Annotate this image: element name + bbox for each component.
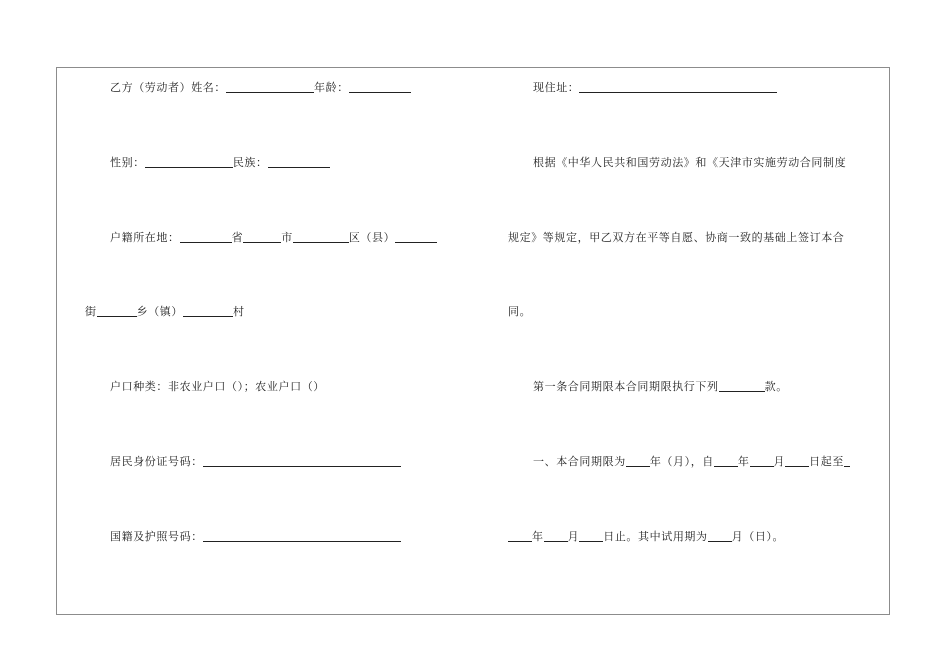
passport-line <box>110 530 401 544</box>
gender-blank[interactable] <box>145 156 233 168</box>
article-1-blank[interactable] <box>719 380 765 392</box>
passport-label: 国籍及护照号码： <box>110 530 203 543</box>
basis-line-1 <box>533 156 846 170</box>
contract-end-line <box>508 530 784 544</box>
ethnicity-label: 民族： <box>232 156 268 169</box>
start-month-blank[interactable] <box>750 455 774 467</box>
start-year-blank[interactable] <box>714 455 738 467</box>
basis-text-3: 同。 <box>508 305 532 318</box>
end-day-text: 日止。其中试用期为 <box>603 530 708 543</box>
current-address-label: 现住址： <box>533 81 580 94</box>
contract-term-line <box>533 455 850 469</box>
household-type-line <box>110 380 325 394</box>
age-blank[interactable] <box>349 81 411 93</box>
street-township-line <box>85 305 245 319</box>
basis-line-2 <box>508 231 844 245</box>
gender-ethnicity-line <box>110 156 330 170</box>
start-day-blank[interactable] <box>785 455 809 467</box>
term-year-month: 年（月），自 <box>649 455 714 468</box>
end-day-blank[interactable] <box>579 530 603 542</box>
current-address-line <box>533 81 777 95</box>
household-label: 户籍所在地： <box>110 231 180 244</box>
article-1-line <box>533 380 788 394</box>
article-1-prefix: 第一条合同期限本合同期限执行下列 <box>533 380 719 393</box>
id-number-line <box>110 455 401 469</box>
probation-unit: 月（日）。 <box>731 530 785 543</box>
province-blank[interactable] <box>180 231 232 243</box>
passport-blank[interactable] <box>203 530 401 542</box>
end-month-blank[interactable] <box>544 530 568 542</box>
id-number-label: 居民身份证号码： <box>110 455 203 468</box>
province-label: 省 <box>231 231 244 244</box>
city-blank[interactable] <box>243 231 281 243</box>
name-age-line <box>110 81 411 95</box>
party-b-name-label: 乙方（劳动者）姓名： <box>110 81 226 94</box>
basis-text-1: 根据《中华人民共和国劳动法》和《天津市实施劳动合同制度 <box>533 156 847 169</box>
article-1-suffix: 款。 <box>764 380 788 393</box>
end-lead-blank[interactable] <box>844 455 850 467</box>
end-year-label: 年 <box>532 530 544 543</box>
township-label: 乡（镇） <box>136 305 184 318</box>
township-blank[interactable] <box>183 305 233 317</box>
street-blank[interactable] <box>97 305 137 317</box>
start-year-label: 年 <box>737 455 750 468</box>
age-label: 年龄： <box>314 81 349 94</box>
household-type-text: 户口种类：非农业户口（）；农业户口（） <box>110 380 325 393</box>
county-blank[interactable] <box>395 231 437 243</box>
current-address-blank[interactable] <box>579 81 777 93</box>
term-length-blank[interactable] <box>626 455 650 467</box>
name-blank[interactable] <box>226 81 314 93</box>
basis-text-2: 规定》等规定，甲乙双方在平等自愿、协商一致的基础上签订本合 <box>508 231 845 244</box>
street-label: 街 <box>85 305 97 318</box>
start-month-label: 月 <box>773 455 786 468</box>
household-registration-line <box>110 231 437 245</box>
district-blank[interactable] <box>293 231 349 243</box>
end-year-blank[interactable] <box>508 530 532 542</box>
start-day-label: 日起至 <box>809 455 844 468</box>
ethnicity-blank[interactable] <box>268 156 330 168</box>
id-number-blank[interactable] <box>203 455 401 467</box>
basis-line-3 <box>508 305 531 319</box>
district-label: 区（县） <box>348 231 396 244</box>
end-month-label: 月 <box>567 530 580 543</box>
probation-blank[interactable] <box>708 530 732 542</box>
gender-label: 性别： <box>110 156 145 169</box>
term-prefix: 一、本合同期限为 <box>533 455 626 468</box>
city-label: 市 <box>281 231 293 244</box>
village-label: 村 <box>233 305 245 318</box>
